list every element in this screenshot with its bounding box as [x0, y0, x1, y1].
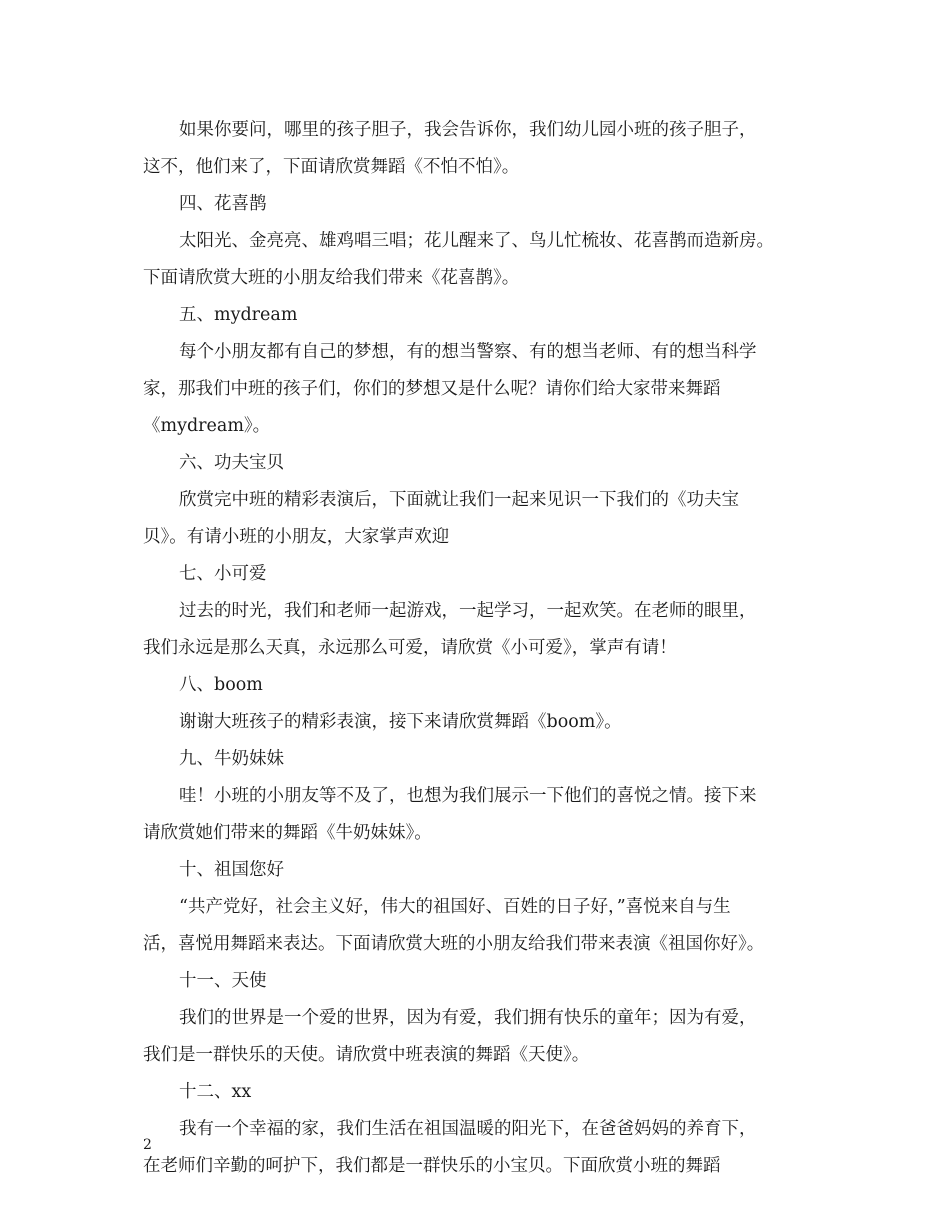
paragraph-line: 下面请欣赏大班的小朋友给我们带来《花喜鹊》。 — [143, 268, 520, 288]
paragraph-line: 如果你要问，哪里的孩子胆子，我会告诉你，我们幼儿园小班的孩子胆子， — [179, 120, 757, 140]
paragraph-line: 我们的世界是一个爱的世界，因为有爱，我们拥有快乐的童年；因为有爱， — [179, 1008, 757, 1028]
section-heading: 十一、天使 — [179, 971, 267, 991]
paragraph-line: 家，那我们中班的孩子们，你们的梦想又是什么呢？请你们给大家带来舞蹈 — [143, 379, 721, 399]
section-heading: 七、小可爱 — [179, 564, 267, 584]
paragraph-line: 活，喜悦用舞蹈来表达。下面请欣赏大班的小朋友给我们带来表演《祖国你好》。 — [143, 934, 765, 954]
paragraph-line: 欣赏完中班的精彩表演后，下面就让我们一起来见识一下我们的《功夫宝 — [179, 490, 739, 510]
document-body — [143, 112, 808, 1185]
paragraph-line: 谢谢大班孩子的精彩表演，接下来请欣赏舞蹈《boom》。 — [179, 712, 622, 732]
section-heading: 九、牛奶妹妹 — [179, 749, 284, 769]
paragraph-line: “共产党好，社会主义好，伟大的祖国好、百姓的日子好，”喜悦来自与生 — [179, 897, 731, 917]
paragraph-line: 《mydream》。 — [143, 416, 271, 436]
paragraph-line: 太阳光、金亮亮、雄鸡唱三唱；花儿醒来了、鸟儿忙梳妆、花喜鹊而造新房。 — [179, 231, 774, 251]
paragraph-line: 在老师们辛勤的呵护下，我们都是一群快乐的小宝贝。下面欣赏小班的舞蹈 — [143, 1156, 721, 1176]
paragraph-line: 这不，他们来了，下面请欣赏舞蹈《不怕不怕》。 — [143, 157, 520, 177]
section-heading: 六、功夫宝贝 — [179, 453, 284, 473]
paragraph-line: 贝》。有请小班的小朋友，大家掌声欢迎 — [143, 527, 450, 547]
section-heading: 八、boom — [179, 675, 263, 695]
paragraph-line: 我有一个幸福的家，我们生活在祖国温暖的阳光下，在爸爸妈妈的养育下， — [179, 1119, 757, 1139]
section-heading: 十、祖国您好 — [179, 860, 284, 880]
section-heading: 十二、xx — [179, 1082, 252, 1102]
section-heading: 四、花喜鹊 — [179, 194, 267, 214]
section-heading: 五、mydream — [179, 305, 298, 325]
page-number: 2 — [143, 1137, 152, 1153]
paragraph-line: 请欣赏她们带来的舞蹈《牛奶妹妹》。 — [143, 823, 432, 843]
paragraph-line: 我们永远是那么天真，永远那么可爱，请欣赏《小可爱》，掌声有请！ — [143, 638, 677, 658]
paragraph-line: 我们是一群快乐的天使。请欣赏中班表演的舞蹈《天使》。 — [143, 1045, 590, 1065]
paragraph-line: 过去的时光，我们和老师一起游戏，一起学习，一起欢笑。在老师的眼里， — [179, 601, 757, 621]
paragraph-line: 哇！小班的小朋友等不及了，也想为我们展示一下他们的喜悦之情。接下来 — [179, 786, 757, 806]
paragraph-line: 每个小朋友都有自己的梦想，有的想当警察、有的想当老师、有的想当科学 — [179, 342, 757, 362]
